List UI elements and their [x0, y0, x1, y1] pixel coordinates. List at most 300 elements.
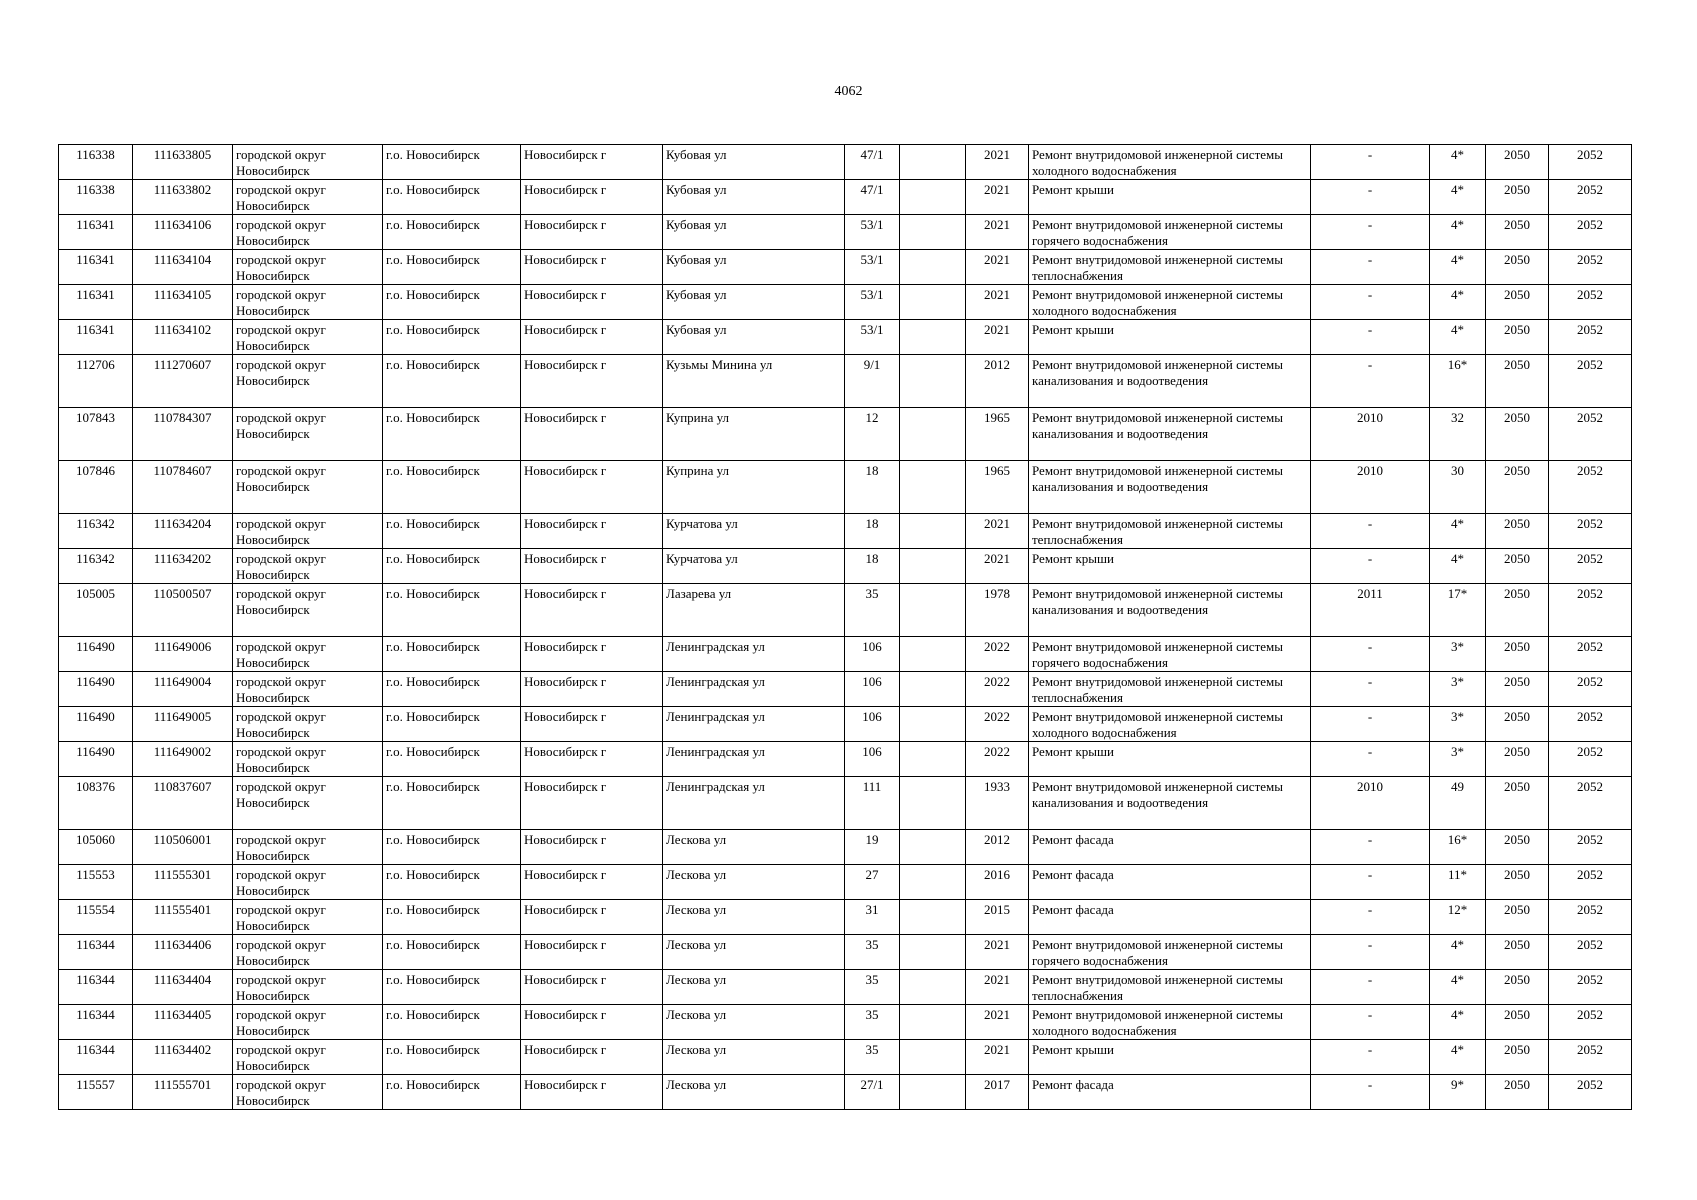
cell-plan-end: 2052: [1549, 970, 1632, 1005]
cell-house-id: 115553: [59, 865, 133, 900]
cell-settlement: Новосибирск г: [521, 777, 663, 830]
cell-district: г.о. Новосибирск: [383, 865, 521, 900]
cell-building: [900, 1040, 966, 1075]
cell-work-type: Ремонт крыши: [1029, 742, 1311, 777]
cell-municipality: городской округ Новосибирск: [233, 250, 383, 285]
registry-table: [58, 144, 1632, 1110]
cell-plan-start: 2050: [1486, 180, 1549, 215]
table-row: [59, 830, 1632, 865]
cell-settlement: Новосибирск г: [521, 672, 663, 707]
table-row: [59, 514, 1632, 549]
cell-record-id: 111634102: [133, 320, 233, 355]
cell-record-id: 111634204: [133, 514, 233, 549]
cell-work-type: Ремонт крыши: [1029, 180, 1311, 215]
cell-plan-end: 2052: [1549, 1005, 1632, 1040]
table-row: [59, 742, 1632, 777]
cell-house-id: 116490: [59, 637, 133, 672]
cell-municipality: городской округ Новосибирск: [233, 1040, 383, 1075]
cell-record-id: 111649005: [133, 707, 233, 742]
cell-last-repair-year: 2010: [1311, 461, 1430, 514]
cell-house-id: 116490: [59, 707, 133, 742]
cell-house-id: 116344: [59, 970, 133, 1005]
cell-building: [900, 672, 966, 707]
cell-municipality: городской округ Новосибирск: [233, 865, 383, 900]
cell-building: [900, 1005, 966, 1040]
cell-house-number: 53/1: [845, 320, 900, 355]
cell-plan-start: 2050: [1486, 408, 1549, 461]
cell-house-number: 19: [845, 830, 900, 865]
cell-wear: 12*: [1430, 900, 1486, 935]
cell-wear: 4*: [1430, 514, 1486, 549]
cell-house-id: 116341: [59, 215, 133, 250]
cell-last-repair-year: -: [1311, 935, 1430, 970]
cell-year-built: 2015: [966, 900, 1029, 935]
cell-work-type: Ремонт внутридомовой инженерной системы холодного водоснабжения: [1029, 285, 1311, 320]
cell-wear: 4*: [1430, 1005, 1486, 1040]
cell-plan-end: 2052: [1549, 215, 1632, 250]
cell-settlement: Новосибирск г: [521, 742, 663, 777]
cell-municipality: городской округ Новосибирск: [233, 707, 383, 742]
cell-year-built: 2021: [966, 145, 1029, 180]
cell-record-id: 111634105: [133, 285, 233, 320]
cell-plan-end: 2052: [1549, 584, 1632, 637]
cell-municipality: городской округ Новосибирск: [233, 777, 383, 830]
cell-house-id: 107843: [59, 408, 133, 461]
cell-last-repair-year: -: [1311, 250, 1430, 285]
cell-house-number: 9/1: [845, 355, 900, 408]
cell-wear: 3*: [1430, 707, 1486, 742]
cell-plan-end: 2052: [1549, 514, 1632, 549]
cell-municipality: городской округ Новосибирск: [233, 549, 383, 584]
cell-house-number: 35: [845, 1005, 900, 1040]
cell-settlement: Новосибирск г: [521, 707, 663, 742]
cell-street: Лескова ул: [663, 900, 845, 935]
cell-last-repair-year: -: [1311, 742, 1430, 777]
cell-plan-end: 2052: [1549, 742, 1632, 777]
cell-wear: 3*: [1430, 672, 1486, 707]
cell-last-repair-year: -: [1311, 514, 1430, 549]
table-row: [59, 1075, 1632, 1110]
cell-building: [900, 285, 966, 320]
cell-record-id: 111649002: [133, 742, 233, 777]
cell-municipality: городской округ Новосибирск: [233, 672, 383, 707]
cell-house-number: 53/1: [845, 250, 900, 285]
cell-plan-end: 2052: [1549, 461, 1632, 514]
cell-plan-start: 2050: [1486, 285, 1549, 320]
cell-year-built: 1978: [966, 584, 1029, 637]
cell-work-type: Ремонт внутридомовой инженерной системы холодного водоснабжения: [1029, 145, 1311, 180]
cell-plan-end: 2052: [1549, 637, 1632, 672]
cell-work-type: Ремонт внутридомовой инженерной системы теплоснабжения: [1029, 970, 1311, 1005]
cell-wear: 3*: [1430, 742, 1486, 777]
cell-district: г.о. Новосибирск: [383, 180, 521, 215]
table-row: [59, 215, 1632, 250]
cell-plan-end: 2052: [1549, 320, 1632, 355]
cell-house-number: 111: [845, 777, 900, 830]
cell-plan-end: 2052: [1549, 1040, 1632, 1075]
cell-district: г.о. Новосибирск: [383, 250, 521, 285]
cell-last-repair-year: -: [1311, 180, 1430, 215]
cell-plan-end: 2052: [1549, 830, 1632, 865]
cell-record-id: 111633805: [133, 145, 233, 180]
cell-plan-start: 2050: [1486, 355, 1549, 408]
cell-wear: 30: [1430, 461, 1486, 514]
cell-wear: 4*: [1430, 1040, 1486, 1075]
cell-plan-start: 2050: [1486, 514, 1549, 549]
cell-municipality: городской округ Новосибирск: [233, 1075, 383, 1110]
cell-district: г.о. Новосибирск: [383, 1040, 521, 1075]
cell-work-type: Ремонт внутридомовой инженерной системы теплоснабжения: [1029, 250, 1311, 285]
cell-last-repair-year: -: [1311, 865, 1430, 900]
cell-year-built: 2021: [966, 320, 1029, 355]
cell-record-id: 110500507: [133, 584, 233, 637]
cell-district: г.о. Новосибирск: [383, 461, 521, 514]
cell-year-built: 2021: [966, 180, 1029, 215]
cell-house-id: 116344: [59, 1005, 133, 1040]
cell-street: Ленинградская ул: [663, 637, 845, 672]
cell-plan-start: 2050: [1486, 461, 1549, 514]
cell-wear: 16*: [1430, 830, 1486, 865]
cell-district: г.о. Новосибирск: [383, 355, 521, 408]
cell-year-built: 2022: [966, 742, 1029, 777]
cell-building: [900, 637, 966, 672]
cell-plan-start: 2050: [1486, 707, 1549, 742]
cell-plan-start: 2050: [1486, 1005, 1549, 1040]
cell-year-built: 2021: [966, 250, 1029, 285]
cell-house-number: 27/1: [845, 1075, 900, 1110]
cell-building: [900, 1075, 966, 1110]
cell-house-number: 27: [845, 865, 900, 900]
cell-building: [900, 215, 966, 250]
cell-record-id: 111270607: [133, 355, 233, 408]
cell-plan-end: 2052: [1549, 355, 1632, 408]
table-row: [59, 865, 1632, 900]
cell-house-number: 18: [845, 461, 900, 514]
cell-building: [900, 145, 966, 180]
cell-house-number: 106: [845, 707, 900, 742]
cell-house-id: 116344: [59, 1040, 133, 1075]
cell-last-repair-year: -: [1311, 285, 1430, 320]
cell-plan-start: 2050: [1486, 549, 1549, 584]
cell-house-number: 35: [845, 1040, 900, 1075]
cell-street: Лескова ул: [663, 970, 845, 1005]
cell-municipality: городской округ Новосибирск: [233, 180, 383, 215]
cell-work-type: Ремонт внутридомовой инженерной системы канализования и водоотведения: [1029, 777, 1311, 830]
cell-municipality: городской округ Новосибирск: [233, 320, 383, 355]
cell-street: Ленинградская ул: [663, 707, 845, 742]
cell-district: г.о. Новосибирск: [383, 549, 521, 584]
cell-municipality: городской округ Новосибирск: [233, 935, 383, 970]
cell-year-built: 2012: [966, 355, 1029, 408]
cell-house-number: 12: [845, 408, 900, 461]
cell-municipality: городской округ Новосибирск: [233, 408, 383, 461]
cell-street: Лескова ул: [663, 865, 845, 900]
cell-record-id: 111634202: [133, 549, 233, 584]
cell-plan-start: 2050: [1486, 637, 1549, 672]
cell-settlement: Новосибирск г: [521, 355, 663, 408]
cell-work-type: Ремонт фасада: [1029, 865, 1311, 900]
table-row: [59, 584, 1632, 637]
cell-building: [900, 935, 966, 970]
table-row: [59, 637, 1632, 672]
cell-house-number: 106: [845, 672, 900, 707]
cell-district: г.о. Новосибирск: [383, 830, 521, 865]
cell-wear: 16*: [1430, 355, 1486, 408]
cell-wear: 4*: [1430, 549, 1486, 584]
cell-year-built: 2012: [966, 830, 1029, 865]
cell-district: г.о. Новосибирск: [383, 637, 521, 672]
cell-house-number: 35: [845, 970, 900, 1005]
cell-street: Кубовая ул: [663, 215, 845, 250]
cell-last-repair-year: -: [1311, 830, 1430, 865]
cell-last-repair-year: 2011: [1311, 584, 1430, 637]
cell-settlement: Новосибирск г: [521, 215, 663, 250]
cell-house-id: 105060: [59, 830, 133, 865]
cell-record-id: 111633802: [133, 180, 233, 215]
table-row: [59, 355, 1632, 408]
cell-house-number: 18: [845, 514, 900, 549]
cell-last-repair-year: -: [1311, 1040, 1430, 1075]
cell-settlement: Новосибирск г: [521, 1075, 663, 1110]
cell-street: Лазарева ул: [663, 584, 845, 637]
cell-street: Ленинградская ул: [663, 742, 845, 777]
cell-building: [900, 742, 966, 777]
cell-settlement: Новосибирск г: [521, 1040, 663, 1075]
cell-house-id: 115557: [59, 1075, 133, 1110]
cell-settlement: Новосибирск г: [521, 180, 663, 215]
cell-street: Лескова ул: [663, 830, 845, 865]
cell-record-id: 110784307: [133, 408, 233, 461]
cell-wear: 9*: [1430, 1075, 1486, 1110]
cell-district: г.о. Новосибирск: [383, 672, 521, 707]
cell-settlement: Новосибирск г: [521, 514, 663, 549]
cell-district: г.о. Новосибирск: [383, 935, 521, 970]
table-row: [59, 145, 1632, 180]
cell-plan-start: 2050: [1486, 584, 1549, 637]
cell-street: Кубовая ул: [663, 145, 845, 180]
cell-street: Лескова ул: [663, 1005, 845, 1040]
cell-municipality: городской округ Новосибирск: [233, 145, 383, 180]
cell-street: Кубовая ул: [663, 285, 845, 320]
table-row: [59, 320, 1632, 355]
cell-street: Лескова ул: [663, 1040, 845, 1075]
cell-street: Кубовая ул: [663, 320, 845, 355]
cell-settlement: Новосибирск г: [521, 408, 663, 461]
table-row: [59, 707, 1632, 742]
cell-record-id: 110784607: [133, 461, 233, 514]
cell-plan-end: 2052: [1549, 285, 1632, 320]
table-row: [59, 250, 1632, 285]
cell-house-number: 106: [845, 637, 900, 672]
cell-record-id: 111649006: [133, 637, 233, 672]
cell-building: [900, 830, 966, 865]
cell-last-repair-year: -: [1311, 1075, 1430, 1110]
cell-wear: 4*: [1430, 215, 1486, 250]
cell-house-number: 53/1: [845, 215, 900, 250]
cell-settlement: Новосибирск г: [521, 320, 663, 355]
cell-plan-end: 2052: [1549, 865, 1632, 900]
cell-plan-end: 2052: [1549, 707, 1632, 742]
table-row: [59, 408, 1632, 461]
cell-municipality: городской округ Новосибирск: [233, 830, 383, 865]
cell-plan-start: 2050: [1486, 320, 1549, 355]
cell-house-id: 116490: [59, 742, 133, 777]
cell-wear: 4*: [1430, 285, 1486, 320]
table-row: [59, 672, 1632, 707]
table-row: [59, 935, 1632, 970]
cell-street: Кузьмы Минина ул: [663, 355, 845, 408]
cell-building: [900, 584, 966, 637]
cell-municipality: городской округ Новосибирск: [233, 215, 383, 250]
cell-last-repair-year: 2010: [1311, 777, 1430, 830]
cell-year-built: 2021: [966, 935, 1029, 970]
cell-year-built: 2022: [966, 707, 1029, 742]
cell-building: [900, 707, 966, 742]
cell-house-number: 35: [845, 584, 900, 637]
cell-work-type: Ремонт внутридомовой инженерной системы теплоснабжения: [1029, 514, 1311, 549]
cell-wear: 3*: [1430, 637, 1486, 672]
cell-plan-end: 2052: [1549, 250, 1632, 285]
cell-building: [900, 320, 966, 355]
cell-district: г.о. Новосибирск: [383, 707, 521, 742]
cell-plan-start: 2050: [1486, 672, 1549, 707]
cell-work-type: Ремонт внутридомовой инженерной системы канализования и водоотведения: [1029, 355, 1311, 408]
cell-year-built: 2022: [966, 637, 1029, 672]
cell-settlement: Новосибирск г: [521, 637, 663, 672]
cell-work-type: Ремонт фасада: [1029, 830, 1311, 865]
cell-plan-start: 2050: [1486, 830, 1549, 865]
cell-year-built: 2016: [966, 865, 1029, 900]
cell-settlement: Новосибирск г: [521, 285, 663, 320]
cell-house-id: 116341: [59, 250, 133, 285]
cell-house-id: 116341: [59, 285, 133, 320]
cell-street: Куприна ул: [663, 408, 845, 461]
table-row: [59, 180, 1632, 215]
cell-building: [900, 865, 966, 900]
cell-record-id: 111634405: [133, 1005, 233, 1040]
cell-district: г.о. Новосибирск: [383, 514, 521, 549]
cell-work-type: Ремонт крыши: [1029, 549, 1311, 584]
cell-plan-end: 2052: [1549, 549, 1632, 584]
cell-settlement: Новосибирск г: [521, 830, 663, 865]
cell-settlement: Новосибирск г: [521, 250, 663, 285]
cell-house-id: 108376: [59, 777, 133, 830]
cell-settlement: Новосибирск г: [521, 1005, 663, 1040]
cell-plan-start: 2050: [1486, 1075, 1549, 1110]
cell-last-repair-year: -: [1311, 637, 1430, 672]
cell-last-repair-year: 2010: [1311, 408, 1430, 461]
cell-plan-end: 2052: [1549, 145, 1632, 180]
cell-building: [900, 549, 966, 584]
cell-year-built: 2021: [966, 970, 1029, 1005]
cell-district: г.о. Новосибирск: [383, 584, 521, 637]
cell-municipality: городской округ Новосибирск: [233, 285, 383, 320]
cell-district: г.о. Новосибирск: [383, 1075, 521, 1110]
cell-work-type: Ремонт внутридомовой инженерной системы горячего водоснабжения: [1029, 935, 1311, 970]
cell-plan-end: 2052: [1549, 777, 1632, 830]
cell-district: г.о. Новосибирск: [383, 285, 521, 320]
cell-year-built: 2021: [966, 1040, 1029, 1075]
page-number: 4062: [834, 84, 863, 99]
cell-house-number: 31: [845, 900, 900, 935]
cell-municipality: городской округ Новосибирск: [233, 742, 383, 777]
cell-building: [900, 408, 966, 461]
cell-house-number: 53/1: [845, 285, 900, 320]
cell-last-repair-year: -: [1311, 549, 1430, 584]
cell-street: Куприна ул: [663, 461, 845, 514]
cell-house-number: 106: [845, 742, 900, 777]
cell-year-built: 2021: [966, 1005, 1029, 1040]
cell-plan-start: 2050: [1486, 145, 1549, 180]
cell-house-number: 35: [845, 935, 900, 970]
cell-year-built: 1965: [966, 408, 1029, 461]
cell-record-id: 111649004: [133, 672, 233, 707]
cell-district: г.о. Новосибирск: [383, 215, 521, 250]
cell-plan-start: 2050: [1486, 777, 1549, 830]
cell-wear: 11*: [1430, 865, 1486, 900]
cell-district: г.о. Новосибирск: [383, 777, 521, 830]
cell-house-number: 47/1: [845, 180, 900, 215]
cell-building: [900, 970, 966, 1005]
cell-last-repair-year: -: [1311, 355, 1430, 408]
cell-record-id: 110837607: [133, 777, 233, 830]
cell-plan-start: 2050: [1486, 250, 1549, 285]
cell-wear: 4*: [1430, 250, 1486, 285]
table-row: [59, 777, 1632, 830]
cell-district: г.о. Новосибирск: [383, 145, 521, 180]
cell-last-repair-year: -: [1311, 1005, 1430, 1040]
cell-house-id: 116341: [59, 320, 133, 355]
cell-work-type: Ремонт внутридомовой инженерной системы горячего водоснабжения: [1029, 215, 1311, 250]
cell-building: [900, 777, 966, 830]
cell-last-repair-year: -: [1311, 320, 1430, 355]
cell-house-id: 115554: [59, 900, 133, 935]
cell-house-id: 112706: [59, 355, 133, 408]
cell-settlement: Новосибирск г: [521, 145, 663, 180]
table-row: [59, 285, 1632, 320]
cell-municipality: городской округ Новосибирск: [233, 900, 383, 935]
cell-settlement: Новосибирск г: [521, 900, 663, 935]
cell-plan-start: 2050: [1486, 865, 1549, 900]
cell-municipality: городской округ Новосибирск: [233, 970, 383, 1005]
cell-settlement: Новосибирск г: [521, 461, 663, 514]
cell-street: Курчатова ул: [663, 549, 845, 584]
cell-work-type: Ремонт внутридомовой инженерной системы горячего водоснабжения: [1029, 637, 1311, 672]
table-row: [59, 461, 1632, 514]
cell-record-id: 111555401: [133, 900, 233, 935]
cell-house-id: 116338: [59, 145, 133, 180]
cell-year-built: 1933: [966, 777, 1029, 830]
cell-district: г.о. Новосибирск: [383, 900, 521, 935]
cell-plan-start: 2050: [1486, 970, 1549, 1005]
cell-plan-end: 2052: [1549, 935, 1632, 970]
cell-plan-start: 2050: [1486, 900, 1549, 935]
cell-record-id: 111634106: [133, 215, 233, 250]
cell-last-repair-year: -: [1311, 145, 1430, 180]
cell-district: г.о. Новосибирск: [383, 408, 521, 461]
cell-work-type: Ремонт крыши: [1029, 1040, 1311, 1075]
cell-plan-end: 2052: [1549, 408, 1632, 461]
cell-year-built: 2021: [966, 215, 1029, 250]
cell-wear: 17*: [1430, 584, 1486, 637]
cell-wear: 4*: [1430, 935, 1486, 970]
cell-plan-start: 2050: [1486, 742, 1549, 777]
cell-house-id: 116490: [59, 672, 133, 707]
cell-record-id: 111634104: [133, 250, 233, 285]
cell-municipality: городской округ Новосибирск: [233, 1005, 383, 1040]
cell-building: [900, 250, 966, 285]
cell-building: [900, 900, 966, 935]
